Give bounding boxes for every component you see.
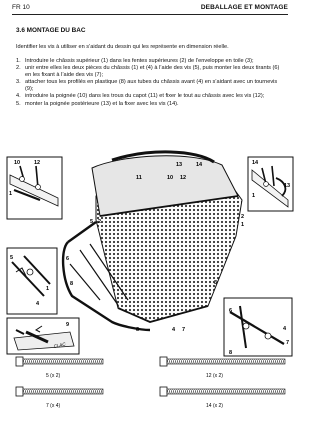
chapter-title: DEBALLAGE ET MONTAGE: [200, 4, 288, 11]
step-item: 2. unir entre elles les deux pièces du châssis (1) et (4) à l’aide des vis (5), puis monter les deux tirants (6) en les fixant à l’aide des vis (7);: [16, 65, 280, 79]
label-4: 4: [283, 326, 287, 332]
page-number: FR 10: [12, 4, 30, 11]
label-11: 11: [136, 175, 142, 181]
label-14: 14: [252, 160, 259, 166]
step-item: 4. introduire la poignée (10) dans les trous du capot (11) et fixer le tout au châssis avec les vis (12);: [16, 93, 265, 100]
screw-7: [16, 387, 103, 396]
label-13: 13: [176, 162, 183, 168]
label-8: 8: [70, 281, 74, 287]
label-7: 7: [182, 327, 186, 333]
label-1: 1: [241, 222, 245, 228]
label-8: 8: [229, 350, 233, 356]
label-13: 13: [284, 183, 291, 189]
label-14: 14: [196, 162, 203, 168]
label-1: 1: [46, 286, 50, 292]
label-5: 5: [90, 219, 94, 225]
label-2: 2: [98, 219, 102, 225]
detail-left: [7, 248, 57, 314]
label-4: 4: [36, 301, 40, 307]
label-12: 12: [34, 160, 41, 166]
label-8: 8: [136, 327, 140, 333]
label-2: 2: [241, 214, 245, 220]
label-12: 12: [180, 175, 187, 181]
label-6: 6: [66, 256, 70, 262]
screw-5: [16, 357, 103, 366]
step-item: 1. Introduire le châssis supérieur (1) dans les fentes supérieures (2) de l’enveloppe en toile (3);: [16, 58, 254, 64]
label-4: 4: [172, 327, 176, 333]
label-3: 3: [214, 280, 218, 286]
screw-label-5: 5 (x 2): [46, 373, 61, 379]
screw-12: [160, 357, 285, 366]
label-6: 6: [229, 308, 233, 314]
label-7: 7: [286, 340, 290, 346]
screw-14: [160, 387, 285, 396]
label-10: 10: [167, 175, 174, 181]
label-1: 1: [9, 191, 13, 197]
intro-paragraph: Identifier les vis à utiliser en s’aidant du dessin qui les représente en dimension réelle.: [16, 44, 229, 50]
label-10: 10: [14, 160, 21, 166]
clac-text: CLAC: [53, 341, 66, 349]
step-item: 5. monter la poignée postérieure (13) et la fixer avec les vis (14).: [16, 100, 179, 107]
detail-right: [224, 298, 292, 356]
label-9: 9: [66, 322, 70, 328]
detail-top-left: [7, 157, 62, 219]
section-title: 3.6 MONTAGE DU BAC: [16, 27, 86, 34]
label-1: 1: [252, 193, 256, 199]
screw-label-7: 7 (x 4): [46, 403, 61, 409]
screw-label-12: 12 (x 2): [206, 373, 223, 379]
step-item: 3. attacher tous les profilés en plastique (8) aux tubes du châssis avant (4) en s’aidant avec un tournevis (9);: [16, 79, 278, 93]
label-5: 5: [10, 255, 14, 261]
screw-label-14: 14 (x 2): [206, 403, 223, 409]
